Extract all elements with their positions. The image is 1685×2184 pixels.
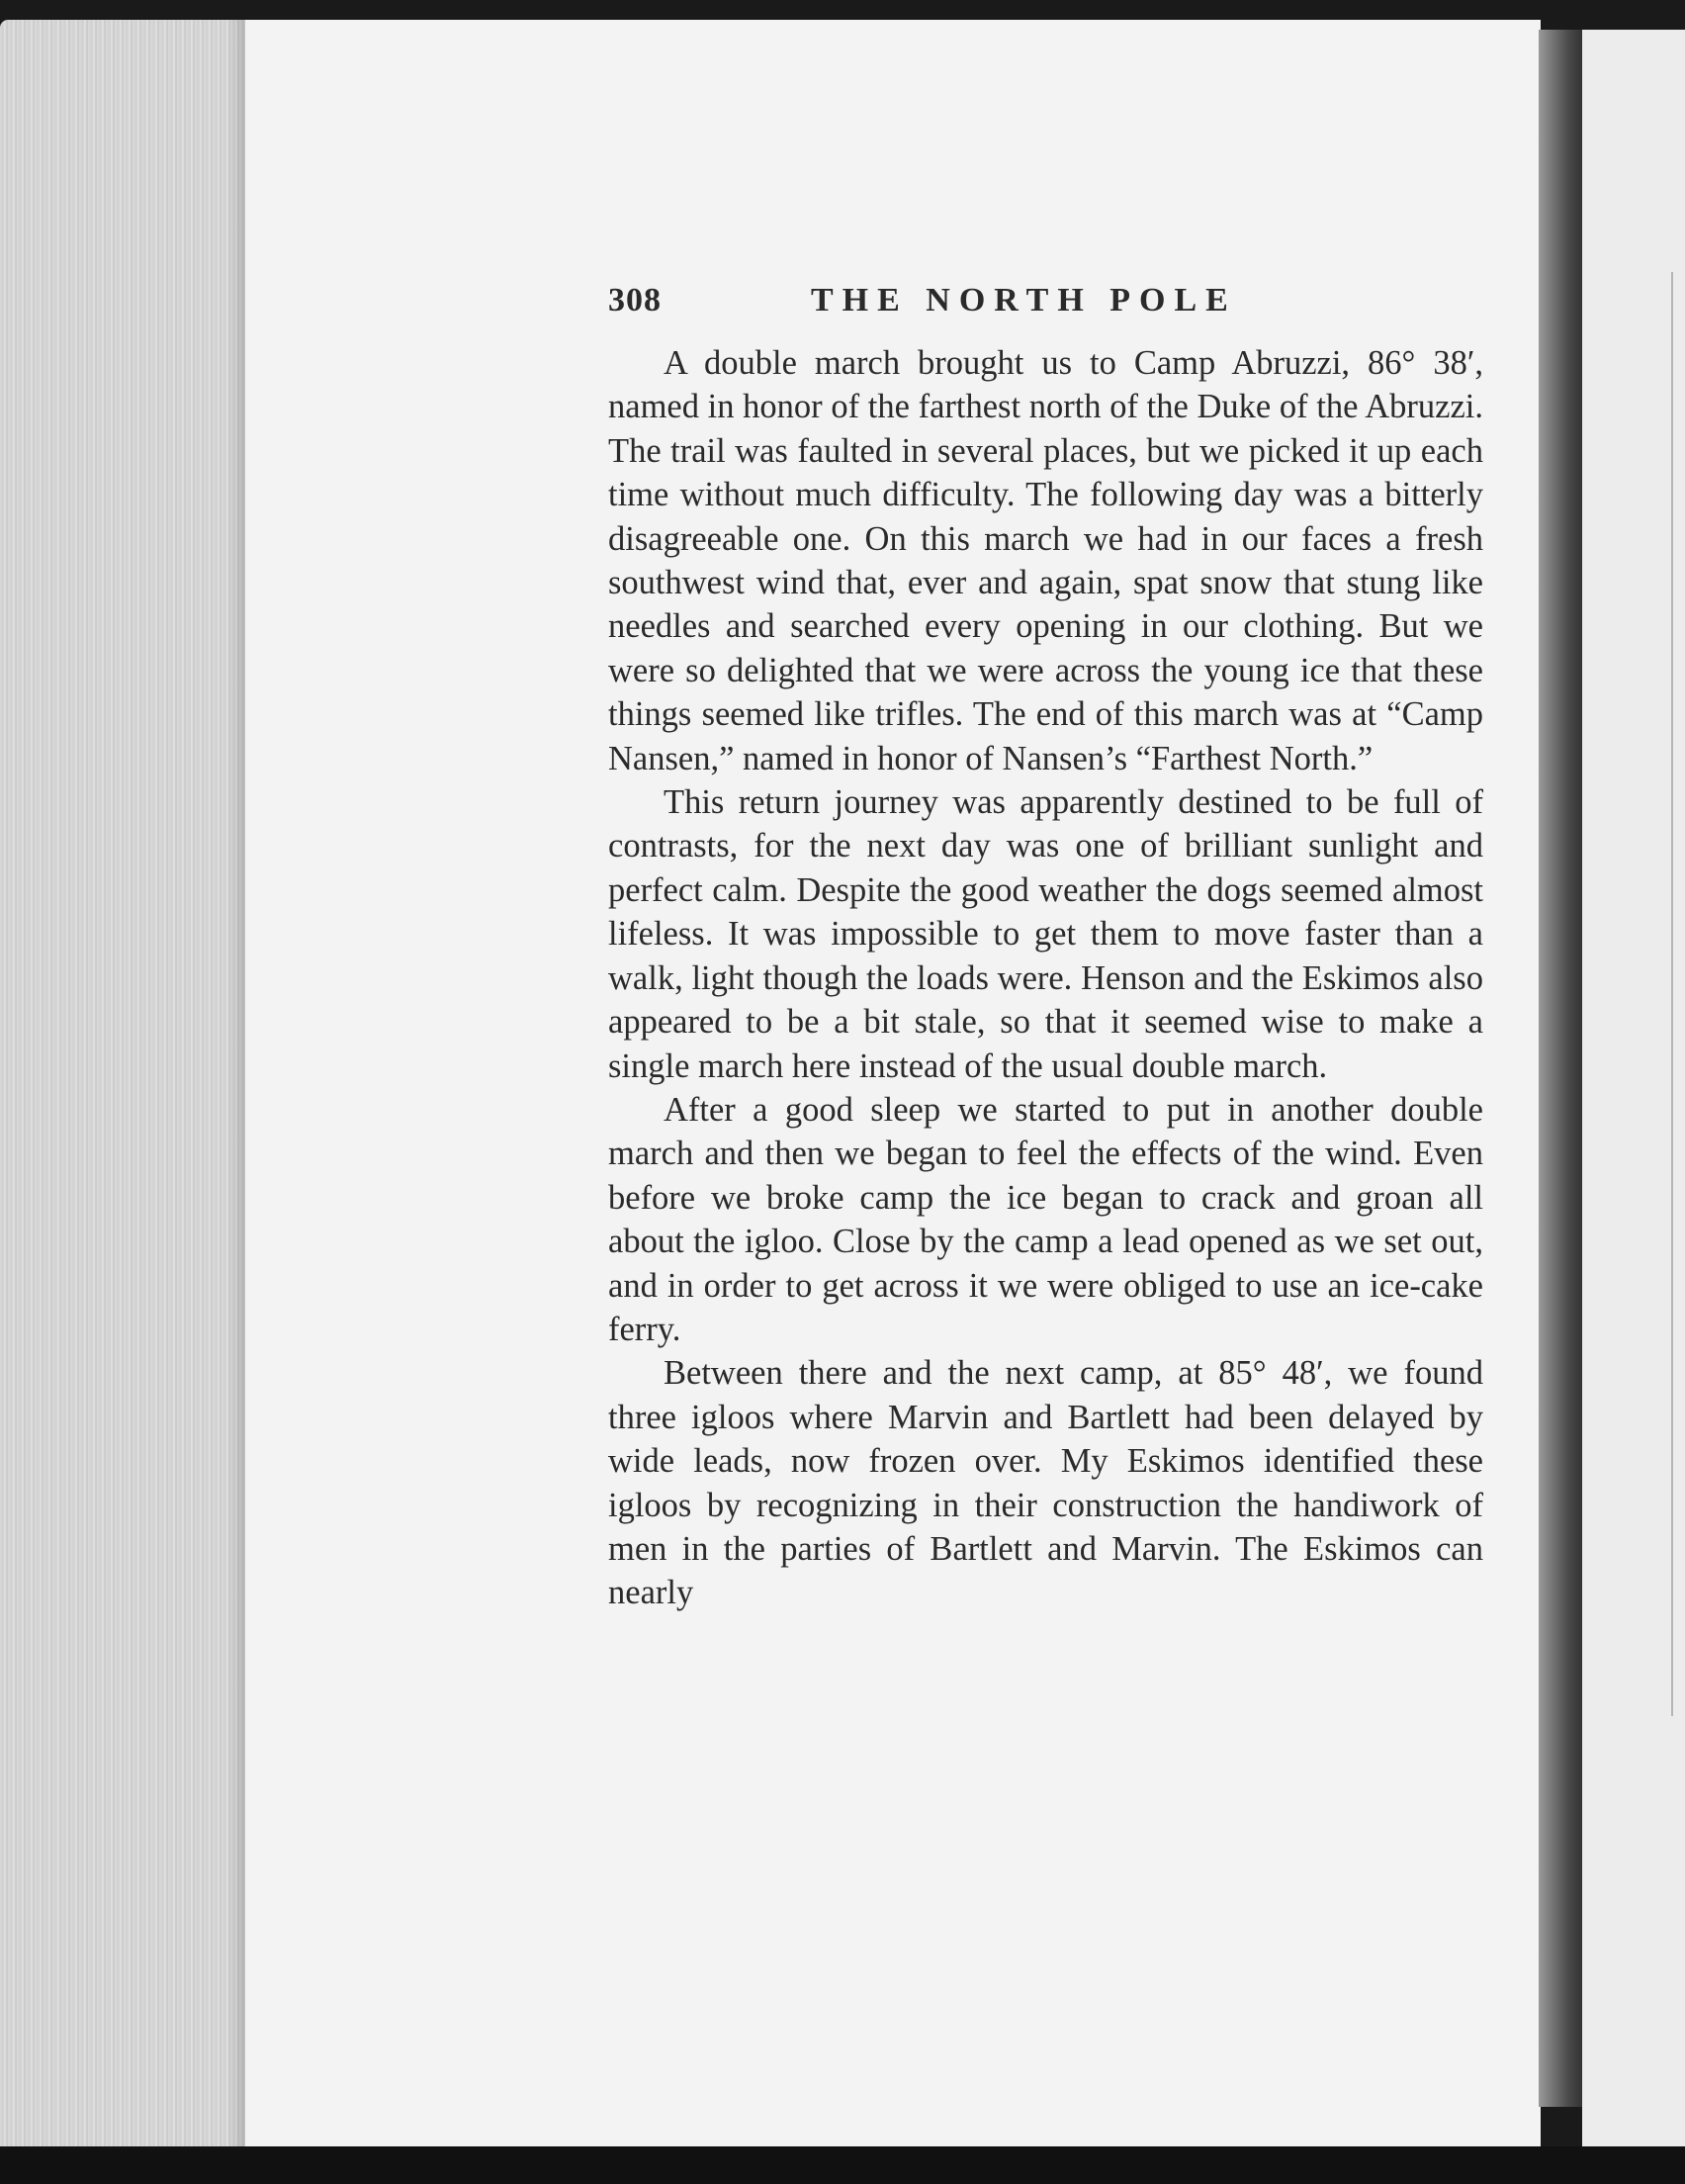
page-number: 308: [608, 282, 662, 318]
next-page-margin-rule: [1671, 272, 1673, 1716]
book-gutter: [1539, 30, 1588, 2107]
paragraph-1: A double march brought us to Camp Abruzzi, 86° 38′, named in honor of the farthest north of the Duke of the Abruzzi. The trail was faulted in several places, but we picked it up each time without much difficulty. The following day was a bitterly disagreeable one. On this march we had in our faces a fresh southwest wind that, ever and again, spat snow that stung like needles and searched every opening in our clothing. But we were so delighted that we were across the young ice that these things seemed like trifles. The end of this march was at “Camp Nansen,” named in honor of Nansen’s “Farthest North.”: [608, 344, 1483, 777]
paragraph-3: After a good sleep we started to put in another double march and then we began to feel the effects of the wind. Even before we broke camp the ice began to crack and groan all about the igloo. Close by the camp a lead opened as we set out, and in order to get across it we were obliged to use an ice-cake ferry.: [608, 1090, 1483, 1348]
paragraph-2: This return journey was apparently destined to be full of contrasts, for the next day was one of brilliant sunlight and perfect calm. Despite the good weather the dogs seemed almost lifeless. It was impossible to get them to move faster than a walk, light though the loads were. Henson and the Eskimos also appeared to be a bit stale, so that it seemed wise to make a single march here instead of the usual double march.: [608, 783, 1483, 1085]
next-page-sliver: [1582, 30, 1685, 2184]
paragraph-4: Between there and the next camp, at 85° 48′, we found three igloos where Marvin and Bartlett had been delayed by wide leads, now frozen over. My Eskimos identified these igloos by recognizing in their construction the handiwork of men in the parties of Bartlett and Marvin. The Eskimos can nearly: [608, 1354, 1483, 1612]
page-text-block: [608, 282, 1483, 1615]
scan-bottom-band: [0, 2146, 1685, 2184]
running-head: [608, 282, 1483, 333]
book-page-edges: [0, 20, 247, 2156]
running-title: THE NORTH POLE: [811, 282, 1237, 318]
